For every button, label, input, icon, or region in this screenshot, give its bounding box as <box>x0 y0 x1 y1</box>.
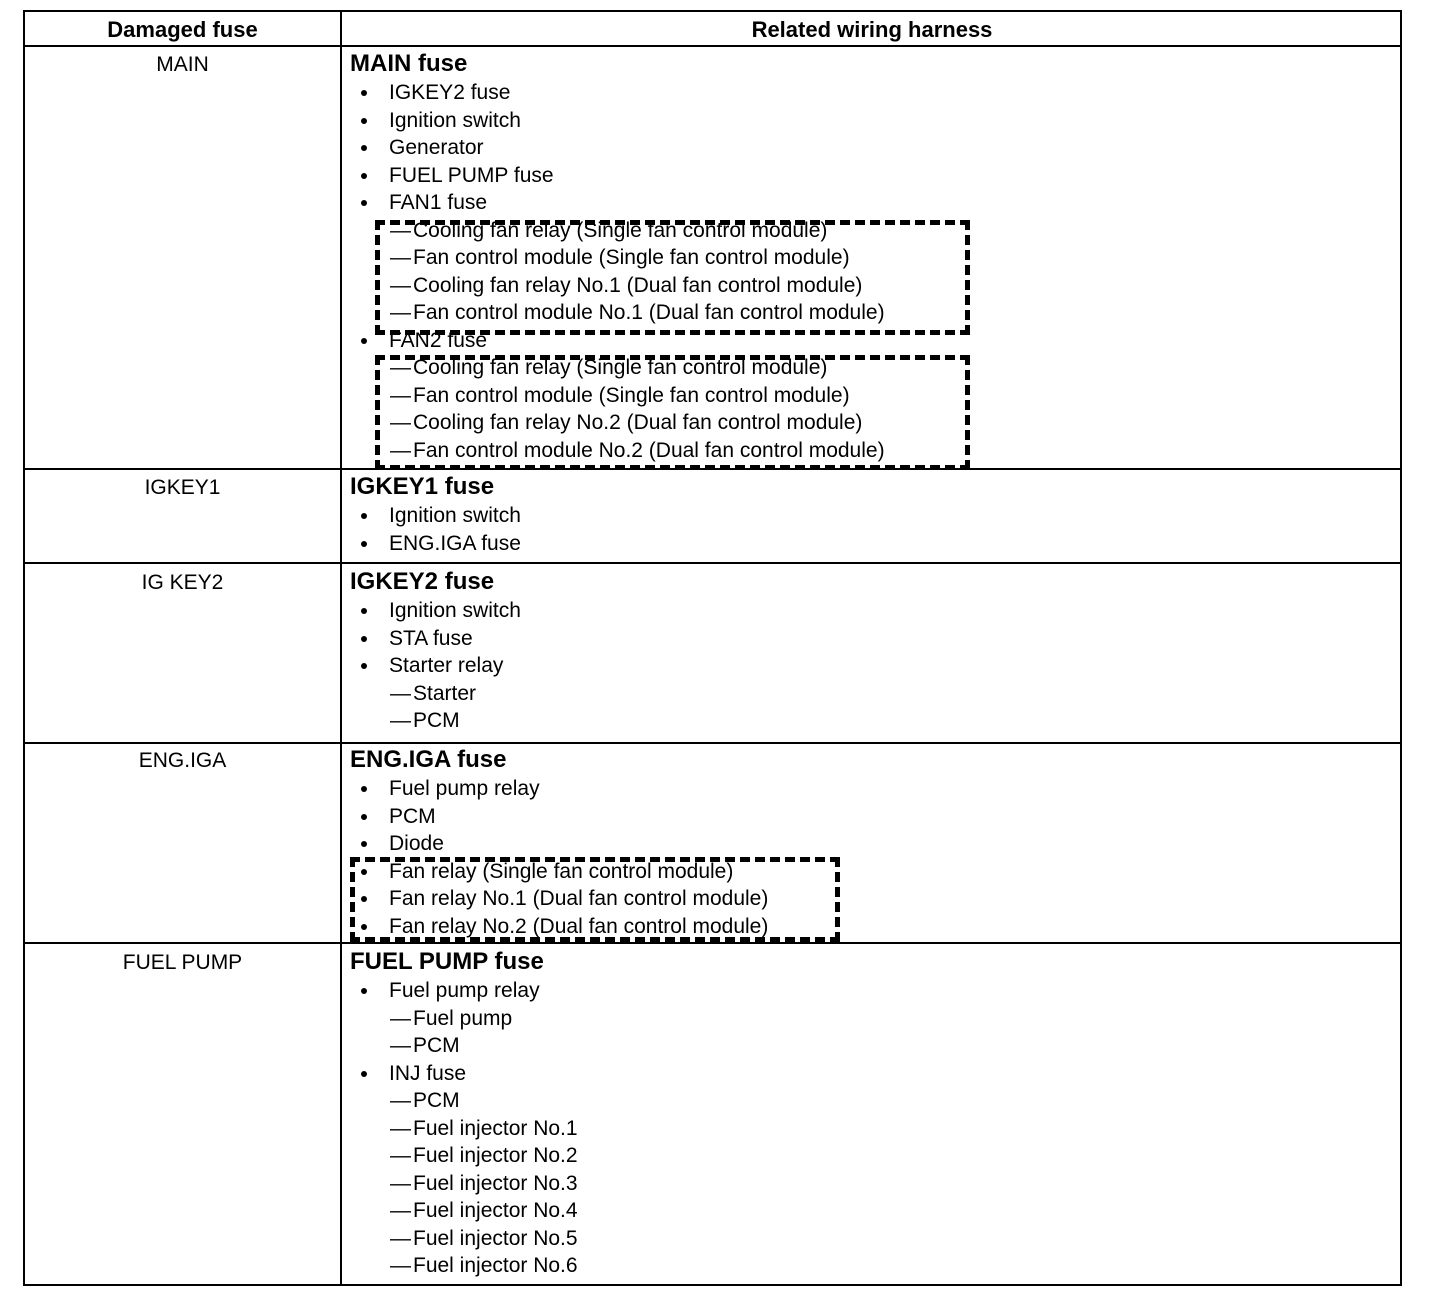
bullet-icon <box>357 530 371 558</box>
item-text: Fan relay No.2 (Dual fan control module) <box>389 914 769 938</box>
harness-list <box>350 977 1390 1280</box>
sub-item <box>350 244 1390 272</box>
sub-item <box>350 1170 1390 1198</box>
sub-item <box>350 409 1390 437</box>
item-text: Cooling fan relay (Single fan control module) <box>413 356 828 379</box>
sub-item <box>350 1225 1390 1253</box>
harness-list <box>350 79 1390 464</box>
item-text: Starter <box>413 681 477 705</box>
bullet-item <box>350 327 1390 355</box>
item-text: Ignition switch <box>389 599 521 622</box>
bullet-icon <box>357 830 371 858</box>
bullet-icon <box>357 597 371 625</box>
item-text: Cooling fan relay No.1 (Dual fan control module) <box>413 273 863 297</box>
item-text: FAN1 fuse <box>389 191 488 214</box>
bullet-icon <box>357 775 371 803</box>
harness-title: FUEL PUMP fuse <box>350 948 544 975</box>
sub-item <box>350 217 1390 245</box>
item-text: Ignition switch <box>389 108 521 132</box>
harness-list <box>350 502 1390 557</box>
fuse-name-fuel-pump: FUEL PUMP <box>122 951 243 974</box>
bullet-item <box>350 134 1390 162</box>
bullet-item <box>350 502 1390 530</box>
bullet-item <box>350 652 1390 680</box>
column-divider <box>340 12 342 1284</box>
harness-list <box>350 597 1390 735</box>
bullet-item <box>350 885 1390 913</box>
header-related-wiring-harness: Related wiring harness <box>751 17 993 42</box>
item-text: Fuel injector No.2 <box>413 1144 578 1167</box>
sub-item <box>350 1032 1390 1060</box>
row-divider <box>25 468 1400 470</box>
fuse-harness-table <box>23 10 1402 1286</box>
item-text: PCM <box>413 1034 460 1057</box>
harness-main <box>350 49 1390 464</box>
fuse-name-eng-iga: ENG.IGA <box>138 749 227 772</box>
sub-item <box>350 1087 1390 1115</box>
item-text: IGKEY2 fuse <box>389 81 511 104</box>
harness-title: IGKEY1 fuse <box>350 473 495 500</box>
bullet-icon <box>357 79 371 107</box>
item-text: Fan control module (Single fan control module) <box>413 246 850 269</box>
row-divider <box>25 742 1400 744</box>
harness-title: ENG.IGA fuse <box>350 746 507 773</box>
item-text: Fan relay No.1 (Dual fan control module) <box>389 887 769 910</box>
bullet-icon <box>357 858 371 886</box>
bullet-item <box>350 830 1390 858</box>
bullet-item <box>350 79 1390 107</box>
fuse-name-main: MAIN <box>156 53 209 76</box>
bullet-item <box>350 530 1390 558</box>
harness-eng-iga <box>350 745 1390 940</box>
item-text: Fan relay (Single fan control module) <box>389 859 734 883</box>
bullet-icon <box>357 327 371 355</box>
bullet-item <box>350 913 1390 941</box>
item-text: STA fuse <box>389 626 473 650</box>
sub-item <box>350 707 1390 735</box>
harness-title: IGKEY2 fuse <box>350 568 495 595</box>
sub-item <box>350 299 1390 327</box>
sub-item <box>350 354 1390 382</box>
item-text: Fuel pump relay <box>389 777 540 800</box>
item-text: Fuel pump <box>413 1006 513 1030</box>
bullet-icon <box>357 134 371 162</box>
item-text: Fuel injector No.6 <box>413 1254 578 1277</box>
item-text: Fuel injector No.1 <box>413 1116 578 1140</box>
harness-fuel-pump <box>350 947 1390 1280</box>
bullet-icon <box>357 885 371 913</box>
item-text: FAN2 fuse <box>389 328 488 352</box>
item-text: Cooling fan relay (Single fan control module) <box>413 218 828 242</box>
row-divider <box>25 562 1400 564</box>
item-text: Generator <box>389 136 484 159</box>
bullet-icon <box>357 625 371 653</box>
item-text: PCM <box>389 804 436 828</box>
item-text: Fuel injector No.3 <box>413 1171 578 1195</box>
sub-item <box>350 272 1390 300</box>
bullet-item <box>350 625 1390 653</box>
bullet-item <box>350 858 1390 886</box>
bullet-item <box>350 597 1390 625</box>
fuse-name-igkey1: IGKEY1 <box>144 476 221 499</box>
harness-title: MAIN fuse <box>350 50 468 77</box>
row-divider <box>25 942 1400 944</box>
bullet-icon <box>357 162 371 190</box>
item-text: Cooling fan relay No.2 (Dual fan control module) <box>413 411 863 434</box>
item-text: Starter relay <box>389 654 504 677</box>
harness-igkey1 <box>350 472 1390 557</box>
sub-item <box>350 1142 1390 1170</box>
item-text: Fuel pump relay <box>389 979 540 1002</box>
bullet-item <box>350 162 1390 190</box>
bullet-icon <box>357 189 371 217</box>
bullet-item <box>350 189 1390 217</box>
table-header-row <box>25 12 1400 47</box>
bullet-item <box>350 775 1390 803</box>
item-text: ENG.IGA fuse <box>389 531 521 555</box>
item-text: INJ fuse <box>389 1061 467 1085</box>
bullet-item <box>350 977 1390 1005</box>
bullet-icon <box>357 977 371 1005</box>
sub-item <box>350 1252 1390 1280</box>
sub-item <box>350 1197 1390 1225</box>
bullet-icon <box>357 1060 371 1088</box>
item-text: Fan control module No.2 (Dual fan control module) <box>413 438 885 462</box>
item-text: Fan control module (Single fan control module) <box>413 383 850 407</box>
item-text: PCM <box>413 1089 460 1112</box>
item-text: Fuel injector No.4 <box>413 1199 578 1222</box>
bullet-item <box>350 803 1390 831</box>
bullet-icon <box>357 107 371 135</box>
sub-item <box>350 437 1390 465</box>
item-text: PCM <box>413 709 460 732</box>
sub-item <box>350 1115 1390 1143</box>
bullet-item <box>350 107 1390 135</box>
header-damaged-fuse: Damaged fuse <box>107 17 258 42</box>
bullet-icon <box>357 913 371 941</box>
fuse-name-igkey2: IG KEY2 <box>141 571 224 594</box>
harness-igkey2 <box>350 567 1390 735</box>
sub-item <box>350 382 1390 410</box>
item-text: Diode <box>389 832 444 855</box>
bullet-icon <box>357 652 371 680</box>
bullet-icon <box>357 502 371 530</box>
item-text: Fuel injector No.5 <box>413 1226 578 1250</box>
item-text: Ignition switch <box>389 504 521 527</box>
harness-list <box>350 775 1390 940</box>
item-text: FUEL PUMP fuse <box>389 163 554 187</box>
item-text: Fan control module No.1 (Dual fan control module) <box>413 301 885 324</box>
bullet-icon <box>357 803 371 831</box>
sub-item <box>350 680 1390 708</box>
bullet-item <box>350 1060 1390 1088</box>
sub-item <box>350 1005 1390 1033</box>
